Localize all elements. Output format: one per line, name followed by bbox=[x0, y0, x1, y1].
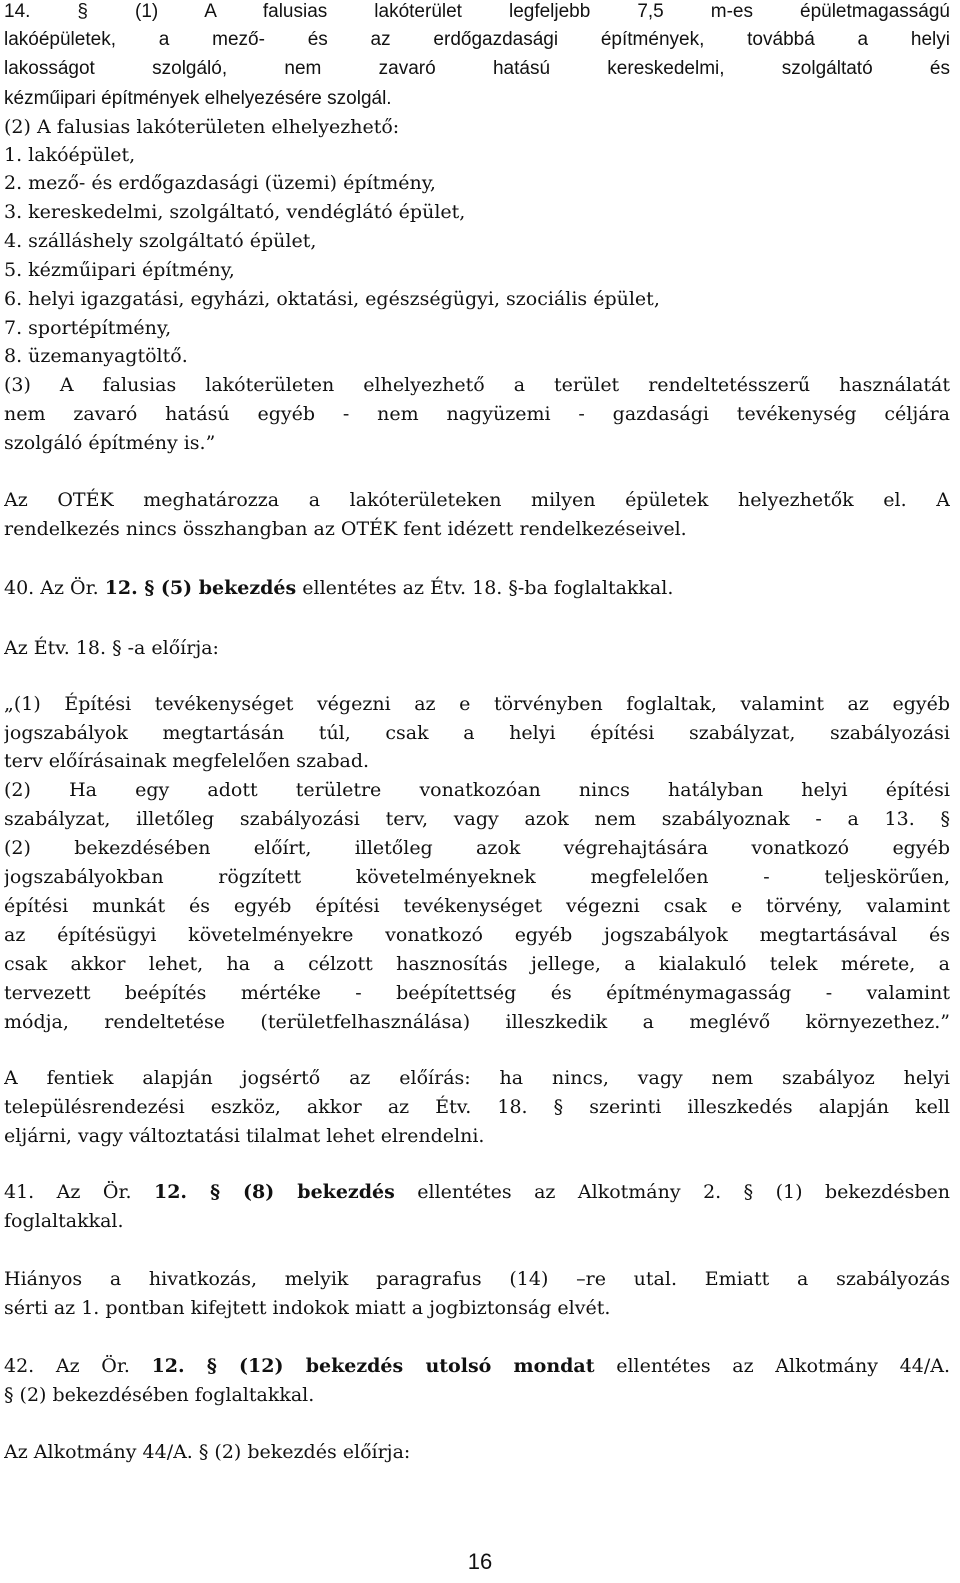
text-line: eljárni, vagy változtatási tilalmat lehet elrendelni. bbox=[4, 1125, 485, 1147]
text-line: lakosságot szolgáló, nem zavaró hatású kereskedelmi, szolgáltató és bbox=[4, 58, 950, 79]
text-line: szabályzat, illetőleg szabályozási terv, vagy azok nem szabályoznak - a 13. § bbox=[4, 808, 950, 830]
text-segment: 42. Az Ör. bbox=[4, 1355, 152, 1377]
page-number: 16 bbox=[467, 1549, 493, 1574]
text-line: (3) A falusias lakóterületen elhelyezhető a terület rendeltetésszerű használatát bbox=[4, 374, 950, 396]
text-line: Az OTÉK meghatározza a lakóterületeken milyen épületek helyezhetők el. A bbox=[4, 489, 950, 511]
text-line: az építésügyi követelményekre vonatkozó egyéb jogszabályok megtartásával és bbox=[4, 924, 950, 946]
text-line: építési munkát és egyéb építési tevékenységet végezni csak e törvény, valamint bbox=[4, 895, 950, 917]
text-line bbox=[4, 1351, 950, 1381]
text-line: 8. üzemanyagtöltő. bbox=[4, 345, 188, 367]
text-line: § (2) bekezdésében foglaltakkal. bbox=[4, 1384, 315, 1406]
text-line: 6. helyi igazgatási, egyházi, oktatási, egészségügyi, szociális épület, bbox=[4, 288, 660, 310]
text-line: 2. mező- és erdőgazdasági (üzemi) építmény, bbox=[4, 172, 436, 194]
text-segment: ellentétes az Alkotmány 44/A. bbox=[594, 1355, 950, 1377]
text-line: jogszabályokban rögzített követelményeknek megfelelően - teljeskörűen, bbox=[4, 866, 950, 888]
text-line: kézműipari építmények elhelyezésére szolgál. bbox=[4, 88, 392, 109]
text-line: csak akkor lehet, ha a célzott hasznosítás jellege, a kialakuló telek mérete, a bbox=[4, 953, 950, 975]
text-segment: 40. Az Ör. bbox=[4, 577, 105, 599]
text-line: Az Alkotmány 44/A. § (2) bekezdés előírja: bbox=[4, 1441, 411, 1463]
text-line: rendelkezés nincs összhangban az OTÉK fent idézett rendelkezéseivel. bbox=[4, 518, 687, 540]
text-line: 5. kézműipari építmény, bbox=[4, 259, 235, 281]
text-line: 4. szálláshely szolgáltató épület, bbox=[4, 230, 317, 252]
text-line: sérti az 1. pontban kifejtett indokok miatt a jogbiztonság elvét. bbox=[4, 1297, 611, 1319]
text-line: 1. lakóépület, bbox=[4, 144, 136, 166]
bold-reference: 12. § (12) bekezdés utolsó mondat bbox=[151, 1355, 595, 1377]
text-line: 7. sportépítmény, bbox=[4, 317, 172, 339]
text-line bbox=[4, 573, 950, 603]
text-line: A fentiek alapján jogsértő az előírás: ha nincs, vagy nem szabályoz helyi bbox=[4, 1067, 950, 1089]
text-line bbox=[4, 1177, 950, 1207]
text-segment: ellentétes az Étv. 18. §-ba foglaltakkal. bbox=[296, 577, 674, 599]
text-segment: 41. Az Ör. bbox=[4, 1181, 154, 1203]
text-line: 3. kereskedelmi, szolgáltató, vendéglátó épület, bbox=[4, 201, 466, 223]
text-line: lakóépületek, a mező- és az erdőgazdasági építmények, továbbá a helyi bbox=[4, 29, 950, 50]
text-line: Az Étv. 18. § -a előírja: bbox=[4, 637, 219, 659]
text-line: (2) A falusias lakóterületen elhelyezhető: bbox=[4, 116, 400, 138]
bold-reference: 12. § (8) bekezdés bbox=[153, 1181, 395, 1203]
text-line: nem zavaró hatású egyéb - nem nagyüzemi - gazdasági tevékenység céljára bbox=[4, 403, 950, 425]
text-line: jogszabályok megtartásán túl, csak a helyi építési szabályzat, szabályozási bbox=[4, 722, 950, 744]
text-line: szolgáló építmény is.” bbox=[4, 432, 216, 454]
text-line: (2) bekezdésében előírt, illetőleg azok végrehajtására vonatkozó egyéb bbox=[4, 837, 950, 859]
text-line: tervezett beépítés mértéke - beépítettség és építménymagasság - valamint bbox=[4, 982, 950, 1004]
text-line: „(1) Építési tevékenységet végezni az e törvényben foglaltak, valamint az egyéb bbox=[4, 693, 950, 715]
text-line: (2) Ha egy adott területre vonatkozóan nincs hatályban helyi építési bbox=[4, 779, 950, 801]
text-line: településrendezési eszköz, akkor az Étv. 18. § szerinti illeszkedés alapján kell bbox=[4, 1096, 950, 1118]
text-line: Hiányos a hivatkozás, melyik paragrafus (14) –re utal. Emiatt a szabályozás bbox=[4, 1268, 950, 1290]
text-line: módja, rendeltetése (területfelhasználása) illeszkedik a meglévő környezethez.” bbox=[4, 1011, 950, 1033]
bold-reference: 12. § (5) bekezdés bbox=[104, 577, 297, 599]
text-line: 14. § (1) A falusias lakóterület legfeljebb 7,5 m-es épületmagasságú bbox=[4, 1, 950, 22]
text-segment: ellentétes az Alkotmány 2. § (1) bekezdésben bbox=[394, 1181, 950, 1203]
text-line: terv előírásainak megfelelően szabad. bbox=[4, 750, 370, 772]
text-line: foglaltakkal. bbox=[4, 1210, 124, 1232]
